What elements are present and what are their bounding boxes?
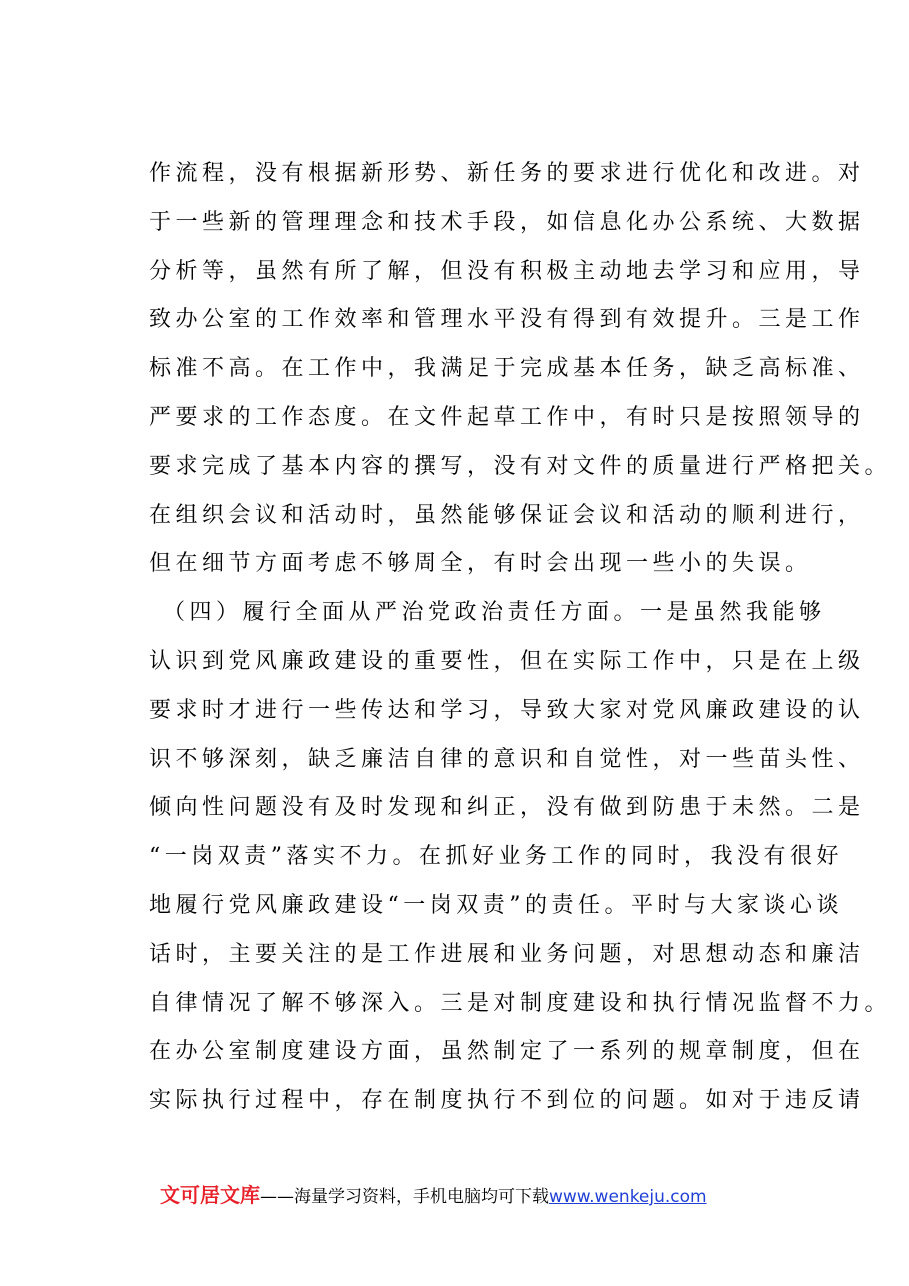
text-line-13: 识不够深刻，缺乏廉洁自律的意识和自觉性，对一些苗头性、 bbox=[149, 746, 865, 772]
text-line-3: 分析等，虽然有所了解，但没有积极主动地去学习和应用，导 bbox=[149, 258, 865, 284]
text-line-7: 要求完成了基本内容的撰写，没有对文件的质量进行严格把关。 bbox=[149, 453, 892, 479]
footer-brand: 文可居文库 bbox=[160, 1183, 260, 1207]
text-line-19: 在办公室制度建设方面，虽然制定了一系列的规章制度，但在 bbox=[149, 1039, 865, 1065]
text-line-4: 致办公室的工作效率和管理水平没有得到有效提升。三是工作 bbox=[149, 307, 865, 333]
text-line-8: 在组织会议和活动时，虽然能够保证会议和活动的顺利进行， bbox=[149, 502, 865, 528]
text-line-5: 标准不高。在工作中，我满足于完成基本任务，缺乏高标准、 bbox=[149, 356, 865, 382]
text-line-17: 话时，主要关注的是工作进展和业务问题，对思想动态和廉洁 bbox=[149, 941, 865, 967]
text-line-9: 但在细节方面考虑不够周全，有时会出现一些小的失误。 bbox=[149, 551, 812, 577]
text-line-14: 倾向性问题没有及时发现和纠正，没有做到防患于未然。二是 bbox=[149, 795, 865, 821]
text-line-2: 于一些新的管理理念和技术手段，如信息化办公系统、大数据 bbox=[149, 209, 865, 235]
text-line-20: 实际执行过程中，存在制度执行不到位的问题。如对于违反请 bbox=[149, 1088, 865, 1114]
section-heading-four: （四）履行全面从严治党政治责任方面。一是虽然我能够 bbox=[163, 600, 826, 626]
text-line-18: 自律情况了解不够深入。三是对制度建设和执行情况监督不力。 bbox=[149, 990, 892, 1016]
body-text bbox=[149, 150, 892, 1126]
text-line-6: 严要求的工作态度。在文件起草工作中，有时只是按照领导的 bbox=[149, 404, 865, 430]
footer-slogan: ——海量学习资料，手机电脑均可下载 bbox=[260, 1187, 549, 1207]
text-line-16: 地履行党风廉政建设“一岗双责”的责任。平时与大家谈心谈 bbox=[149, 892, 843, 918]
text-line-11: 认识到党风廉政建设的重要性，但在实际工作中，只是在上级 bbox=[149, 648, 865, 674]
text-line-12: 要求时才进行一些传达和学习，导致大家对党风廉政建设的认 bbox=[149, 697, 865, 723]
text-line-1: 作流程，没有根据新形势、新任务的要求进行优化和改进。对 bbox=[149, 161, 865, 186]
text-line-10 bbox=[149, 589, 826, 638]
text-line-15: “一岗双责”落实不力。在抓好业务工作的同时，我没有很好 bbox=[149, 844, 843, 870]
page-footer bbox=[160, 1179, 780, 1211]
footer-url-link[interactable]: www.wenkeju.com bbox=[549, 1187, 707, 1207]
